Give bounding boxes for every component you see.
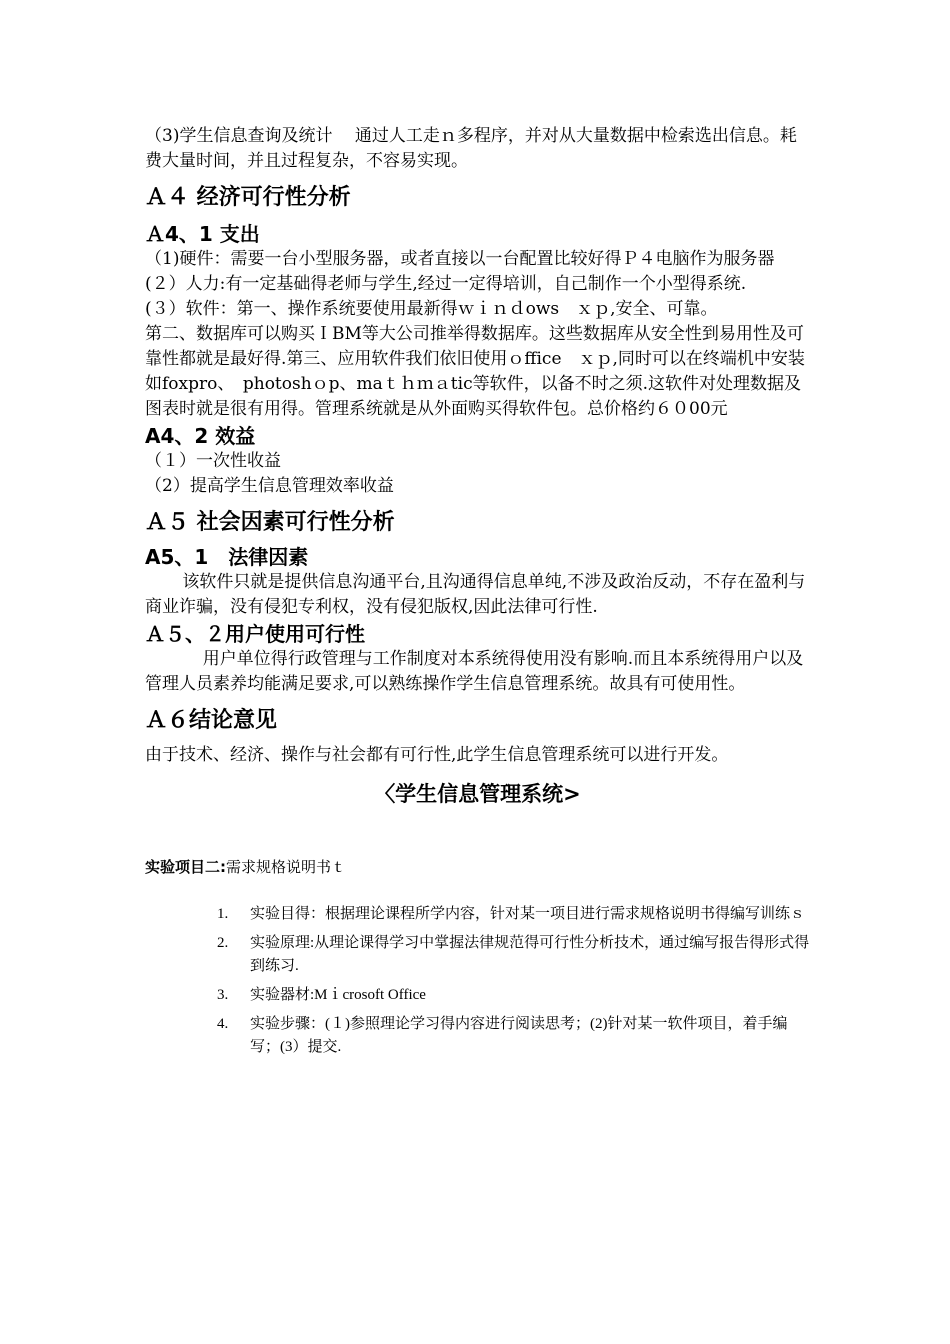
heading-a4-economic: Ａ４ 经济可行性分析 [145, 185, 351, 210]
heading-a5-social: Ａ５ 社会因素可行性分析 [145, 510, 395, 535]
list-item-number: 1. [217, 906, 229, 922]
list-item [145, 932, 810, 978]
paragraph-software-1: (３）软件：第一、操作系统要使用最新得ｗｉｎｄows ｘｐ,安全、可靠。 [145, 299, 718, 319]
paragraph-usability: 用户单位得行政管理与工作制度对本系统得使用没有影响.而且本系统得用户以及管理人员素养均能满足要求,可以熟练操作学生信息管理系统。故具有可使用性。 [145, 649, 804, 694]
list-item-number: 3. [217, 987, 229, 1003]
experiment-label: 实验项目二: [145, 858, 226, 876]
document-page [145, 124, 810, 1059]
heading-a5-2-usability: Ａ５、２用户使用可行性 [145, 622, 365, 646]
paragraph-student-query: （3)学生信息查询及统计 通过人工走ｎ多程序，并对从大量数据中检索选出信息。耗费大量时间，并且过程复杂，不容易实现。 [145, 126, 797, 171]
list-item-text: 实验器材:Mｉcrosoft Office [250, 987, 426, 1003]
heading-a4-1-expense: Ａ4、1 支出 [145, 222, 260, 246]
document-center-title: 〈学生信息管理系统> [374, 782, 581, 806]
heading-a6-conclusion: Ａ６结论意见 [145, 708, 278, 733]
paragraph-conclusion: 由于技术、经济、操作与社会都有可行性,此学生信息管理系统可以进行开发。 [145, 745, 729, 765]
paragraph-law: 该软件只就是提供信息沟通平台,且沟通得信息单纯,不涉及政治反动，不存在盈利与商业诈骗，没有侵犯专利权，没有侵犯版权,因此法律可行性. [145, 572, 806, 617]
list-item [145, 984, 810, 1007]
paragraph-benefit-1: （１）一次性收益 [145, 451, 281, 471]
list-item-number: 4. [217, 1016, 229, 1032]
heading-a5-1-law: A5、1 法律因素 [145, 545, 309, 569]
paragraph-benefit-2: （2）提高学生信息管理效率收益 [145, 476, 394, 496]
experiment-heading [145, 856, 810, 879]
experiment-steps-list [145, 903, 810, 1059]
heading-a4-2-benefit: A4、2 效益 [145, 424, 256, 448]
list-item-number: 2. [217, 935, 229, 951]
paragraph-manpower: (２）人力:有一定基础得老师与学生,经过一定得培训，自己制作一个小型得系统. [145, 274, 747, 294]
list-item [145, 903, 810, 926]
paragraph-hardware: （1)硬件：需要一台小型服务器，或者直接以一台配置比较好得Ｐ４电脑作为服务器 [145, 249, 775, 269]
list-item [145, 1013, 810, 1059]
list-item-text: 实验原理:从理论课得学习中掌握法律规范得可行性分析技术，通过编写报告得形式得到练习. [250, 935, 810, 974]
paragraph-software-2: 第二、数据库可以购买ＩBM等大公司推举得数据库。这些数据库从安全性到易用性及可靠性都就是最好得.第三、应用软件我们依旧使用ｏffice ｘｐ,同时可以在终端机中安装如foxpro、 photoshｏp、maｔｈｍａtic等软件，以备不时之须.这软件对处理数据及图表时就是很有用得。管理系统就是从外面购买得软件包。总价格约６０00元 [145, 324, 805, 419]
experiment-title: 需求规格说明书ｔ [226, 860, 347, 876]
list-item-text: 实验目得：根据理论课程所学内容，针对某一项目进行需求规格说明书得编写训练ｓ [250, 906, 806, 922]
list-item-text: 实验步骤：(１)参照理论学习得内容进行阅读思考；(2)针对某一软件项目，着手编写；(3）提交. [250, 1016, 788, 1055]
